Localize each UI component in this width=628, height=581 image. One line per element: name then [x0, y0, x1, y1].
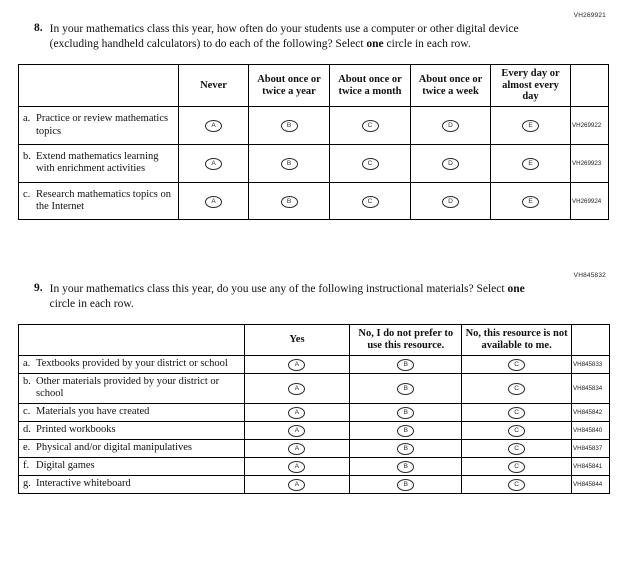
answer-bubble[interactable]: B — [281, 120, 298, 132]
option-cell — [462, 373, 572, 403]
answer-bubble[interactable]: A — [288, 461, 305, 473]
answer-bubble[interactable]: C — [362, 120, 379, 132]
answer-bubble[interactable]: B — [397, 479, 414, 491]
answer-bubble[interactable]: C — [508, 407, 525, 419]
row-label: Textbooks provided by your district or school — [36, 357, 228, 369]
row-code: VH845841 — [571, 457, 609, 475]
table-row — [19, 475, 610, 493]
row-letter: d. — [23, 423, 31, 435]
option-cell — [330, 182, 411, 220]
row-label-cell — [19, 475, 245, 493]
row-label: Practice or review mathematics topics — [36, 113, 169, 137]
column-header: About once or twice a month — [330, 64, 411, 106]
row-code: VH845833 — [571, 355, 609, 373]
row-letter: b. — [23, 150, 31, 162]
answer-bubble[interactable]: A — [288, 383, 305, 395]
option-cell — [462, 439, 572, 457]
question-8-number: 8. — [34, 22, 43, 34]
column-header: Yes — [244, 325, 350, 356]
row-label: Extend mathematics learning with enrichment activities — [36, 150, 159, 175]
q9-table — [18, 324, 610, 493]
option-cell — [411, 144, 491, 182]
option-cell — [462, 475, 572, 493]
answer-bubble[interactable]: C — [508, 443, 525, 455]
table-row — [19, 355, 610, 373]
option-cell — [249, 182, 330, 220]
question-9-text-post: circle in each row. — [49, 298, 134, 311]
header-code-spacer — [571, 64, 609, 106]
table-row — [19, 144, 609, 182]
table-row — [19, 421, 610, 439]
column-header: No, I do not prefer to use this resource. — [350, 325, 462, 356]
option-cell — [244, 439, 350, 457]
row-label: Other materials provided by your district or school — [36, 375, 220, 400]
row-label: Research mathematics topics on the Internet — [36, 188, 171, 212]
table-row — [19, 373, 610, 403]
answer-bubble[interactable]: A — [288, 425, 305, 437]
option-cell — [244, 373, 350, 403]
row-label-cell — [19, 144, 179, 182]
option-cell — [350, 439, 462, 457]
answer-bubble[interactable]: E — [522, 120, 539, 132]
answer-bubble[interactable]: A — [205, 196, 222, 208]
column-header: No, this resource is not available to me. — [462, 325, 572, 356]
row-letter: g. — [23, 477, 31, 489]
option-cell — [350, 373, 462, 403]
row-letter: c. — [23, 188, 31, 200]
row-label: Materials you have created — [36, 405, 150, 417]
row-letter: a. — [23, 357, 31, 369]
option-cell — [491, 144, 571, 182]
question-8-text — [50, 22, 548, 52]
row-code: VH269923 — [571, 144, 609, 182]
q8-table — [18, 64, 609, 221]
header-spacer — [19, 325, 245, 356]
option-cell — [462, 457, 572, 475]
row-label-cell — [19, 457, 245, 475]
answer-bubble[interactable]: D — [442, 196, 459, 208]
header-code-spacer — [571, 325, 609, 356]
answer-bubble[interactable]: A — [288, 479, 305, 491]
column-header: Never — [179, 64, 249, 106]
header-spacer — [19, 64, 179, 106]
row-letter: e. — [23, 441, 31, 453]
answer-bubble[interactable]: C — [508, 359, 525, 371]
row-label-cell — [19, 182, 179, 220]
row-letter: f. — [23, 459, 30, 471]
answer-bubble[interactable]: A — [288, 359, 305, 371]
row-letter: c. — [23, 405, 31, 417]
question-9-section — [18, 272, 610, 493]
option-cell — [350, 355, 462, 373]
answer-bubble[interactable]: D — [442, 158, 459, 170]
row-label-cell — [19, 355, 245, 373]
answer-bubble[interactable]: C — [508, 425, 525, 437]
answer-bubble[interactable]: B — [397, 407, 414, 419]
answer-bubble[interactable]: E — [522, 196, 539, 208]
option-cell — [179, 107, 249, 145]
question-9-text — [50, 282, 548, 312]
option-cell — [411, 182, 491, 220]
option-cell — [350, 475, 462, 493]
row-label: Interactive whiteboard — [36, 477, 131, 489]
option-cell — [462, 355, 572, 373]
row-label: Digital games — [36, 459, 95, 471]
option-cell — [330, 107, 411, 145]
answer-bubble[interactable]: C — [508, 479, 525, 491]
row-letter: b. — [23, 375, 31, 387]
row-label-cell — [19, 403, 245, 421]
row-letter: a. — [23, 113, 31, 125]
question-8-text-pre: In your mathematics class this year, how often do your students use a computer or other digital device (excluding handheld calculators) to do each of the following? Select — [49, 23, 519, 50]
option-cell — [411, 107, 491, 145]
option-cell — [462, 421, 572, 439]
answer-bubble[interactable]: A — [205, 158, 222, 170]
row-code: VH845840 — [571, 421, 609, 439]
option-cell — [179, 182, 249, 220]
answer-bubble[interactable]: C — [508, 461, 525, 473]
column-header: Every day or almost every day — [491, 64, 571, 106]
answer-bubble[interactable]: B — [281, 196, 298, 208]
q9-header-row — [19, 325, 610, 356]
question-8-text-bold: one — [366, 37, 384, 50]
answer-bubble[interactable]: B — [397, 383, 414, 395]
table-row — [19, 439, 610, 457]
answer-bubble[interactable]: A — [205, 120, 222, 132]
option-cell — [244, 475, 350, 493]
column-header: About once or twice a week — [411, 64, 491, 106]
row-label: Printed workbooks — [36, 423, 116, 435]
table-row — [19, 457, 610, 475]
option-cell — [330, 144, 411, 182]
question-8-section — [18, 12, 610, 220]
question-9-number: 9. — [34, 282, 43, 295]
row-label-cell — [19, 421, 245, 439]
row-code: VH845837 — [571, 439, 609, 457]
option-cell — [491, 182, 571, 220]
table-row — [19, 182, 609, 220]
table-row — [19, 107, 609, 145]
row-label: Physical and/or digital manipulatives — [36, 441, 193, 453]
answer-bubble[interactable]: B — [281, 158, 298, 170]
row-code: VH845844 — [571, 475, 609, 493]
row-label-cell — [19, 107, 179, 145]
row-code: VH845842 — [571, 403, 609, 421]
question-8-stem — [34, 22, 610, 52]
option-cell — [491, 107, 571, 145]
option-cell — [244, 403, 350, 421]
q9-ref-code: VH845832 — [573, 272, 606, 280]
column-header: About once or twice a year — [249, 64, 330, 106]
q8-ref-code: VH269921 — [573, 12, 606, 19]
answer-bubble[interactable]: B — [397, 425, 414, 437]
option-cell — [244, 457, 350, 475]
answer-bubble[interactable]: C — [362, 196, 379, 208]
row-label-cell — [19, 373, 245, 403]
option-cell — [249, 107, 330, 145]
option-cell — [244, 421, 350, 439]
option-cell — [350, 421, 462, 439]
answer-bubble[interactable]: E — [522, 158, 539, 170]
question-9-stem — [34, 282, 610, 312]
row-code: VH269922 — [571, 107, 609, 145]
option-cell — [249, 144, 330, 182]
answer-bubble[interactable]: B — [397, 461, 414, 473]
answer-bubble[interactable]: B — [397, 443, 414, 455]
answer-bubble[interactable]: C — [508, 383, 525, 395]
row-code: VH269924 — [571, 182, 609, 220]
answer-bubble[interactable]: C — [362, 158, 379, 170]
question-9-text-bold: one — [507, 283, 525, 296]
table-row — [19, 403, 610, 421]
answer-bubble[interactable]: A — [288, 407, 305, 419]
option-cell — [350, 457, 462, 475]
answer-bubble[interactable]: B — [397, 359, 414, 371]
option-cell — [244, 355, 350, 373]
question-9-text-pre: In your mathematics class this year, do you use any of the following instructional materials? Select — [49, 283, 508, 296]
answer-bubble[interactable]: A — [288, 443, 305, 455]
q8-header-row — [19, 64, 609, 106]
question-8-text-post: circle in each row. — [383, 37, 471, 50]
option-cell — [179, 144, 249, 182]
option-cell — [462, 403, 572, 421]
answer-bubble[interactable]: D — [442, 120, 459, 132]
option-cell — [350, 403, 462, 421]
row-code: VH845834 — [571, 373, 609, 403]
row-label-cell — [19, 439, 245, 457]
